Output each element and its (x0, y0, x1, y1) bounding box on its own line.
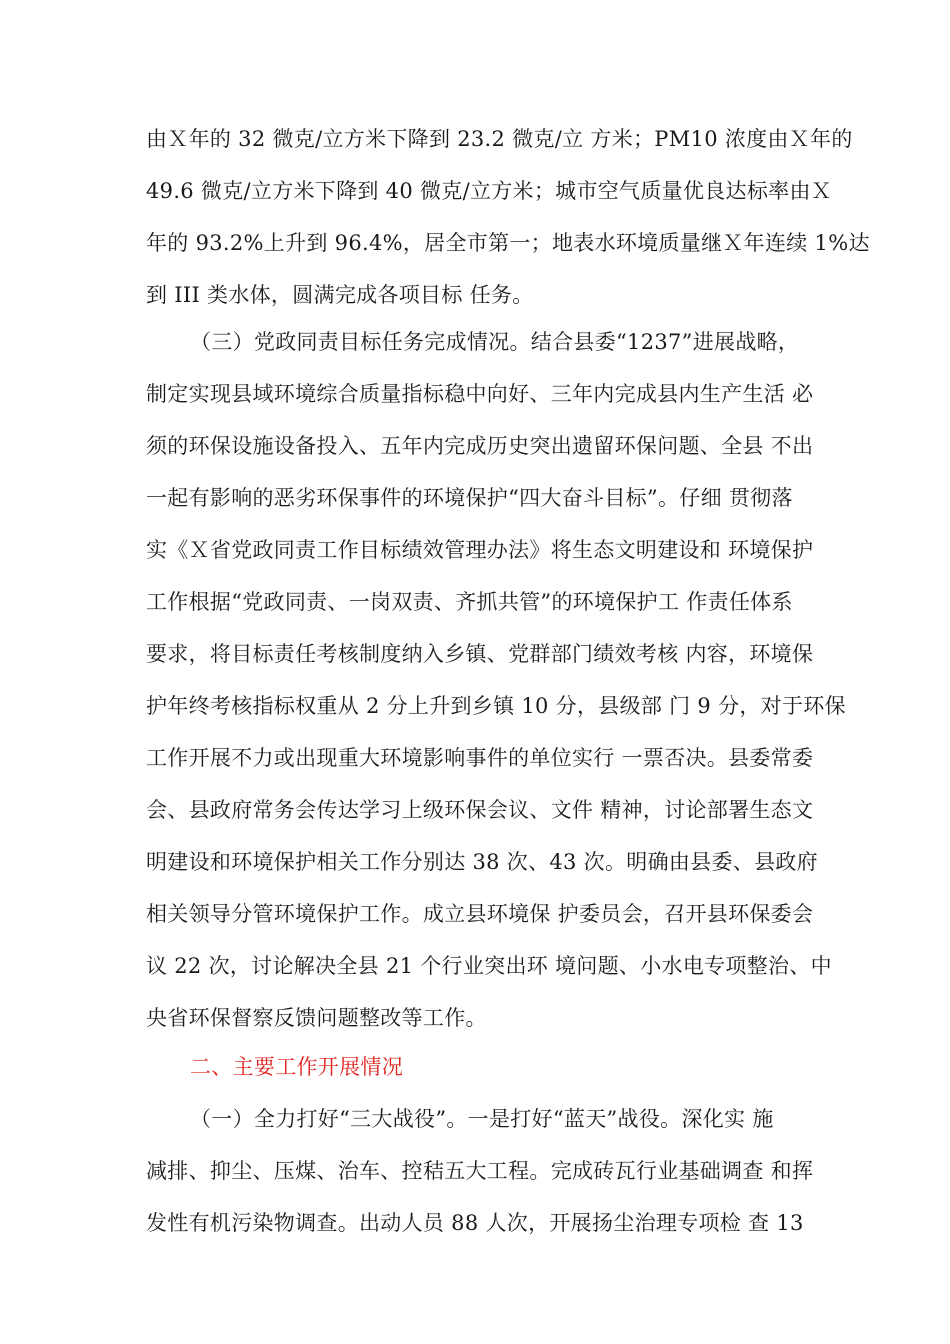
body-text-line: 议 22 次，讨论解决全县 21 个行业突出环 境问题、小水电专项整治、中 (146, 954, 832, 978)
body-text-line: 须的环保设施设备投入、五年内完成历史突出遗留环保问题、全县 不出 (146, 434, 814, 458)
body-text-line: 相关领导分管环境保护工作。成立县环境保 护委员会，召开县环保委会 (146, 902, 814, 926)
body-text-line: 到 III 类水体，圆满完成各项目标 任务。 (146, 283, 534, 307)
body-text-line: 央省环保督察反馈问题整改等工作。 (146, 1006, 487, 1030)
body-text-line: 会、县政府常务会传达学习上级环保会议、文件 精神，讨论部署生态文 (146, 798, 814, 822)
body-text-line: 要求，将目标责任考核制度纳入乡镇、党群部门绩效考核 内容，环境保 (146, 642, 814, 666)
body-text-line: 工作根据“党政同责、一岗双责、齐抓共管”的环境保护工 作责任体系 (146, 590, 793, 614)
body-text-line: 明建设和环境保护相关工作分别达 38 次、43 次。明确由县委、县政府 (146, 850, 818, 874)
body-text-line: 减排、抑尘、压煤、治车、控秸五大工程。完成砖瓦行业基础调查 和挥 (146, 1159, 814, 1183)
body-text-line: 发性有机污染物调查。出动人员 88 人次，开展扬尘治理专项检 查 13 (146, 1211, 804, 1235)
body-text-line: 一起有影响的恶劣环保事件的环境保护“四大奋斗目标”。仔细 贯彻落 (146, 486, 793, 510)
body-text-line: 实《Ｘ省党政同责工作目标绩效管理办法》将生态文明建设和 环境保护 (146, 538, 814, 562)
section-heading: 二、主要工作开展情况 (190, 1055, 403, 1079)
paragraph-first-line: （一）全力打好“三大战役”。一是打好“蓝天”战役。深化实 施 (190, 1107, 774, 1131)
body-text-line: 制定实现县域环境综合质量指标稳中向好、三年内完成县内生产生活 必 (146, 382, 814, 406)
body-text-line: 年的 93.2%上升到 96.4%，居全市第一；地表水环境质量继Ｘ年连续 1%达 (146, 231, 870, 255)
body-text-line: 由Ｘ年的 32 微克/立方米下降到 23.2 微克/立 方米；PM10 浓度由Ｘ年的 (146, 127, 853, 151)
paragraph-first-line: （三）党政同责目标任务完成情况。结合县委“1237”进展战略， (190, 330, 800, 354)
body-text-line: 工作开展不力或出现重大环境影响事件的单位实行 一票否决。县委常委 (146, 746, 814, 770)
body-text-line: 49.6 微克/立方米下降到 40 微克/立方米；城市空气质量优良达标率由Ｘ (146, 179, 833, 203)
body-text-line: 护年终考核指标权重从 2 分上升到乡镇 10 分，县级部 门 9 分，对于环保 (146, 694, 846, 718)
